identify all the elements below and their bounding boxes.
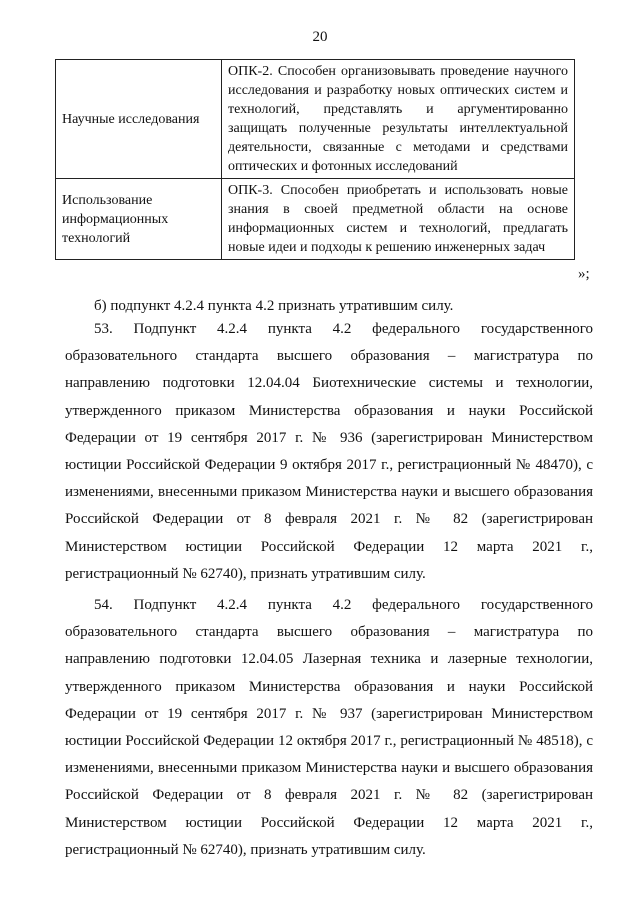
category-cell: Использование информационных технологий [56, 179, 222, 260]
table-row [56, 179, 575, 260]
category-cell: Научные исследования [56, 60, 222, 179]
competence-table [55, 59, 575, 260]
paragraph-53: 53. Подпункт 4.2.4 пункта 4.2 федерального государственного образовательного стандарта высшего образования – магистратура по направлению подготовки 12.04.04 Биотехнические системы и технологии, утвержденного приказом Министерства образования и науки Российской Федерации от 19 сентября 2017 г. № 936 (зарегистрирован Министерством юстиции Российской Федерации 9 октября 2017 г., регистрационный № 48470), с изменениями, внесенными приказом Министерства науки и высшего образования Российской Федерации от 8 февраля 2021 г. № 82 (зарегистрирован Министерством юстиции Российской Федерации 12 марта 2021 г., регистрационный № 62740), признать утратившим силу. [65, 321, 593, 582]
paragraph-54: 54. Подпункт 4.2.4 пункта 4.2 федерального государственного образовательного стандарта высшего образования – магистратура по направлению подготовки 12.04.05 Лазерная техника и лазерные технологии, утвержденного приказом Министерства образования и науки Российской Федерации от 19 сентября 2017 г. № 937 (зарегистрирован Министерством юстиции Российской Федерации 12 октября 2017 г., регистрационный № 48518), с изменениями, внесенными приказом Министерства науки и высшего образования Российской Федерации от 8 февраля 2021 г. № 82 (зарегистрирован Министерством юстиции Российской Федерации 12 марта 2021 г., регистрационный № 62740), признать утратившим силу. [65, 597, 593, 858]
closing-quote: »; [578, 266, 590, 282]
subpoint-b: б) подпункт 4.2.4 пункта 4.2 признать утратившим силу. [94, 298, 454, 314]
page-number: 20 [312, 29, 328, 45]
competence-cell: ОПК-3. Способен приобретать и использовать новые знания в своей предметной области на основе информационных систем и технологий, предлагать новые идеи и подходы к решению инженерных задач [222, 179, 575, 260]
table-row [56, 60, 575, 179]
competence-cell: ОПК-2. Способен организовывать проведение научного исследования и разработку новых оптических систем и технологий, представлять и аргументированно защищать полученные результаты интеллектуальной деятельности, связанные с методами и средствами оптических и фотонных исследований [222, 60, 575, 179]
